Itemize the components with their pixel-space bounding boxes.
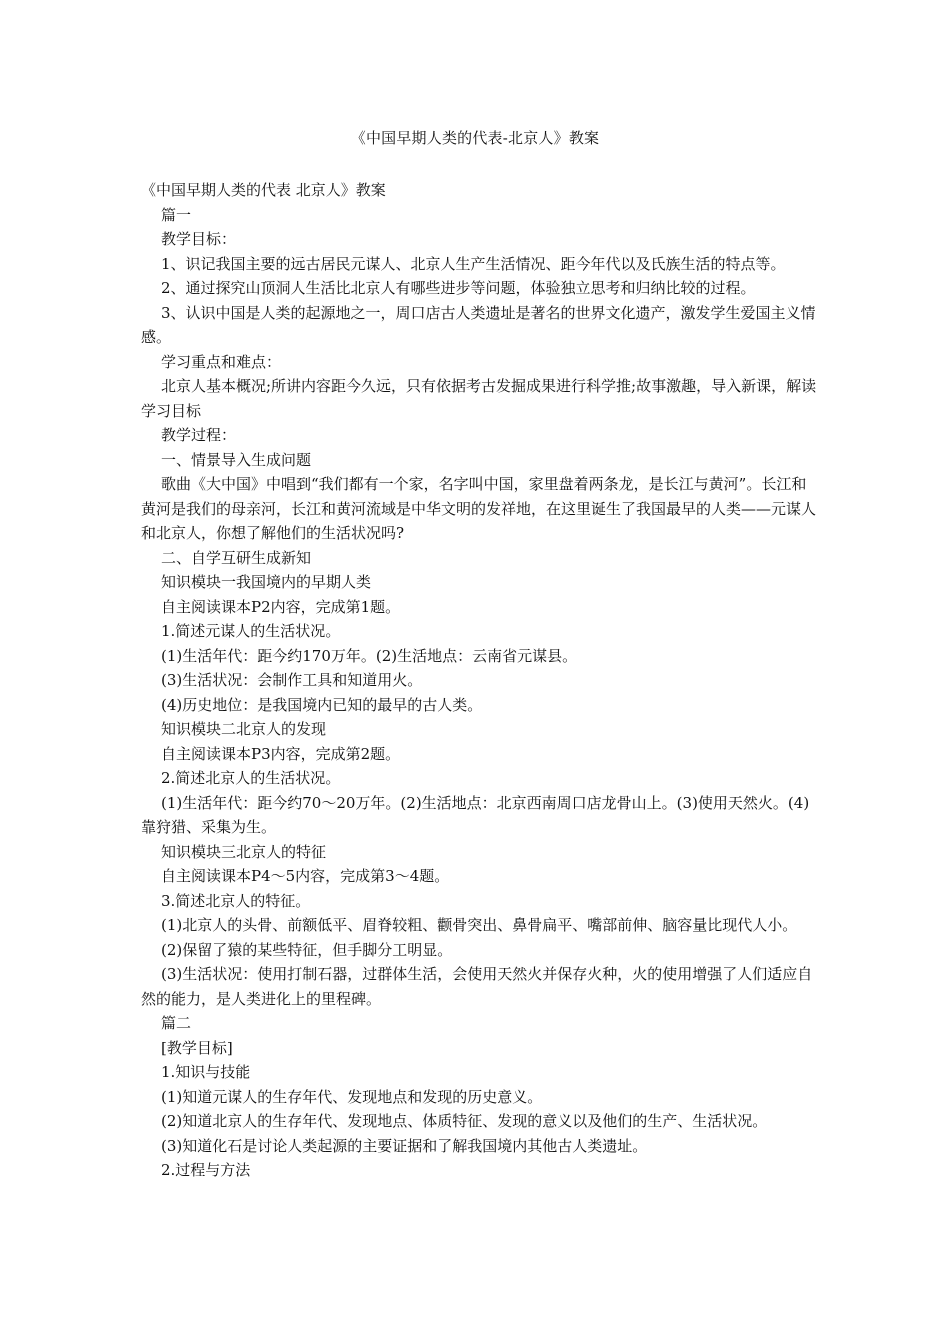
document-body: [141, 178, 821, 1183]
paragraph-objective-3: 3、认识中国是人类的起源地之一，周口店古人类遗址是著名的世界文化遗产，激发学生爱国主义情感。: [141, 303, 816, 346]
paragraph-knowledge-2: (2)知道北京人的生存年代、发现地点、体质特征、发现的意义以及他们的生产、生活状况。: [161, 1112, 768, 1130]
paragraph-section-2: 篇二: [161, 1014, 192, 1032]
paragraph-heading-key-points: 学习重点和难点：: [161, 352, 282, 371]
paragraph-section-1: 篇一: [161, 205, 192, 224]
paragraph-step-1: 一、情景导入生成问题: [161, 450, 312, 469]
paragraph-heading-objectives-2: [教学目标]: [161, 1038, 233, 1057]
paragraph-peking-living: (3)生活状况：使用打制石器，过群体生活，会使用天然火并保存火种，火的使用增强了人们适应自然的能力，是人类进化上的里程碑。: [141, 965, 813, 1008]
paragraph-reading-p3: 自主阅读课本P3内容，完成第2题。: [161, 744, 401, 763]
paragraph-reading-p4-5: 自主阅读课本P4～5内容，完成第3～4题。: [161, 867, 450, 885]
paragraph-question-1: 1.简述元谋人的生活状况。: [161, 622, 341, 640]
paragraph-yuanmou-life: (3)生活状况：会制作工具和知道用火。: [161, 671, 423, 689]
paragraph-subtitle: 《中国早期人类的代表 北京人》教案: [141, 181, 386, 199]
paragraph-question-2: 2.简述北京人的生活状况。: [161, 769, 341, 787]
paragraph-module-2: 知识模块二北京人的发现: [161, 720, 327, 738]
paragraph-peking-life: (1)生活年代：距今约70～20万年。(2)生活地点：北京西南周口店龙骨山上。(3)使用天然火。(4)靠狩猎、采集为生。: [141, 793, 810, 836]
document-title: 《中国早期人类的代表-北京人》教案: [350, 129, 600, 147]
paragraph-question-3: 3.简述北京人的特征。: [161, 891, 311, 910]
paragraph-knowledge-1: (1)知道元谋人的生存年代、发现地点和发现的历史意义。: [161, 1087, 543, 1106]
paragraph-heading-objectives: 教学目标：: [161, 230, 237, 248]
paragraph-process-methods: 2.过程与方法: [161, 1161, 251, 1179]
paragraph-objective-2: 2、通过探究山顶洞人生活比北京人有哪些进步等问题，体验独立思考和归纳比较的过程。: [161, 279, 756, 297]
paragraph-module-1: 知识模块一我国境内的早期人类: [161, 573, 372, 591]
paragraph-peking-ape-traits: (2)保留了猿的某些特征，但手脚分工明显。: [161, 940, 453, 959]
paragraph-objective-1: 1、识记我国主要的远古居民元谋人、北京人生产生活情况、距今年代以及氏族生活的特点等。: [161, 254, 786, 273]
paragraph-song-intro: 歌曲《大中国》中唱到“我们都有一个家，名字叫中国，家里盘着两条龙，是长江与黄河”。长江和黄河是我们的母亲河，长江和黄河流域是中华文明的发祥地，在这里诞生了我国最早的人类——元谋人和北京人，你想了解他们的生活状况吗?: [141, 475, 817, 542]
paragraph-yuanmou-status: (4)历史地位：是我国境内已知的最早的古人类。: [161, 695, 483, 714]
paragraph-knowledge-skills: 1.知识与技能: [161, 1063, 251, 1081]
paragraph-module-3: 知识模块三北京人的特征: [161, 842, 327, 861]
paragraph-yuanmou-time-place: (1)生活年代：距今约170万年。(2)生活地点：云南省元谋县。: [161, 646, 578, 665]
paragraph-step-2: 二、自学互研生成新知: [161, 548, 312, 567]
paragraph-knowledge-3: (3)知道化石是讨论人类起源的主要证据和了解我国境内其他古人类遗址。: [161, 1136, 648, 1155]
paragraph-reading-p2: 自主阅读课本P2内容，完成第1题。: [161, 597, 401, 616]
paragraph-key-points: 北京人基本概况;所讲内容距今久远，只有依据考古发掘成果进行科学推;故事激趣，导入新课，解读学习目标: [141, 377, 817, 420]
paragraph-peking-features: (1)北京人的头骨、前额低平、眉脊较粗、颧骨突出、鼻骨扁平、嘴部前伸、脑容量比现代人小。: [161, 916, 798, 934]
paragraph-heading-process: 教学过程：: [161, 426, 237, 444]
